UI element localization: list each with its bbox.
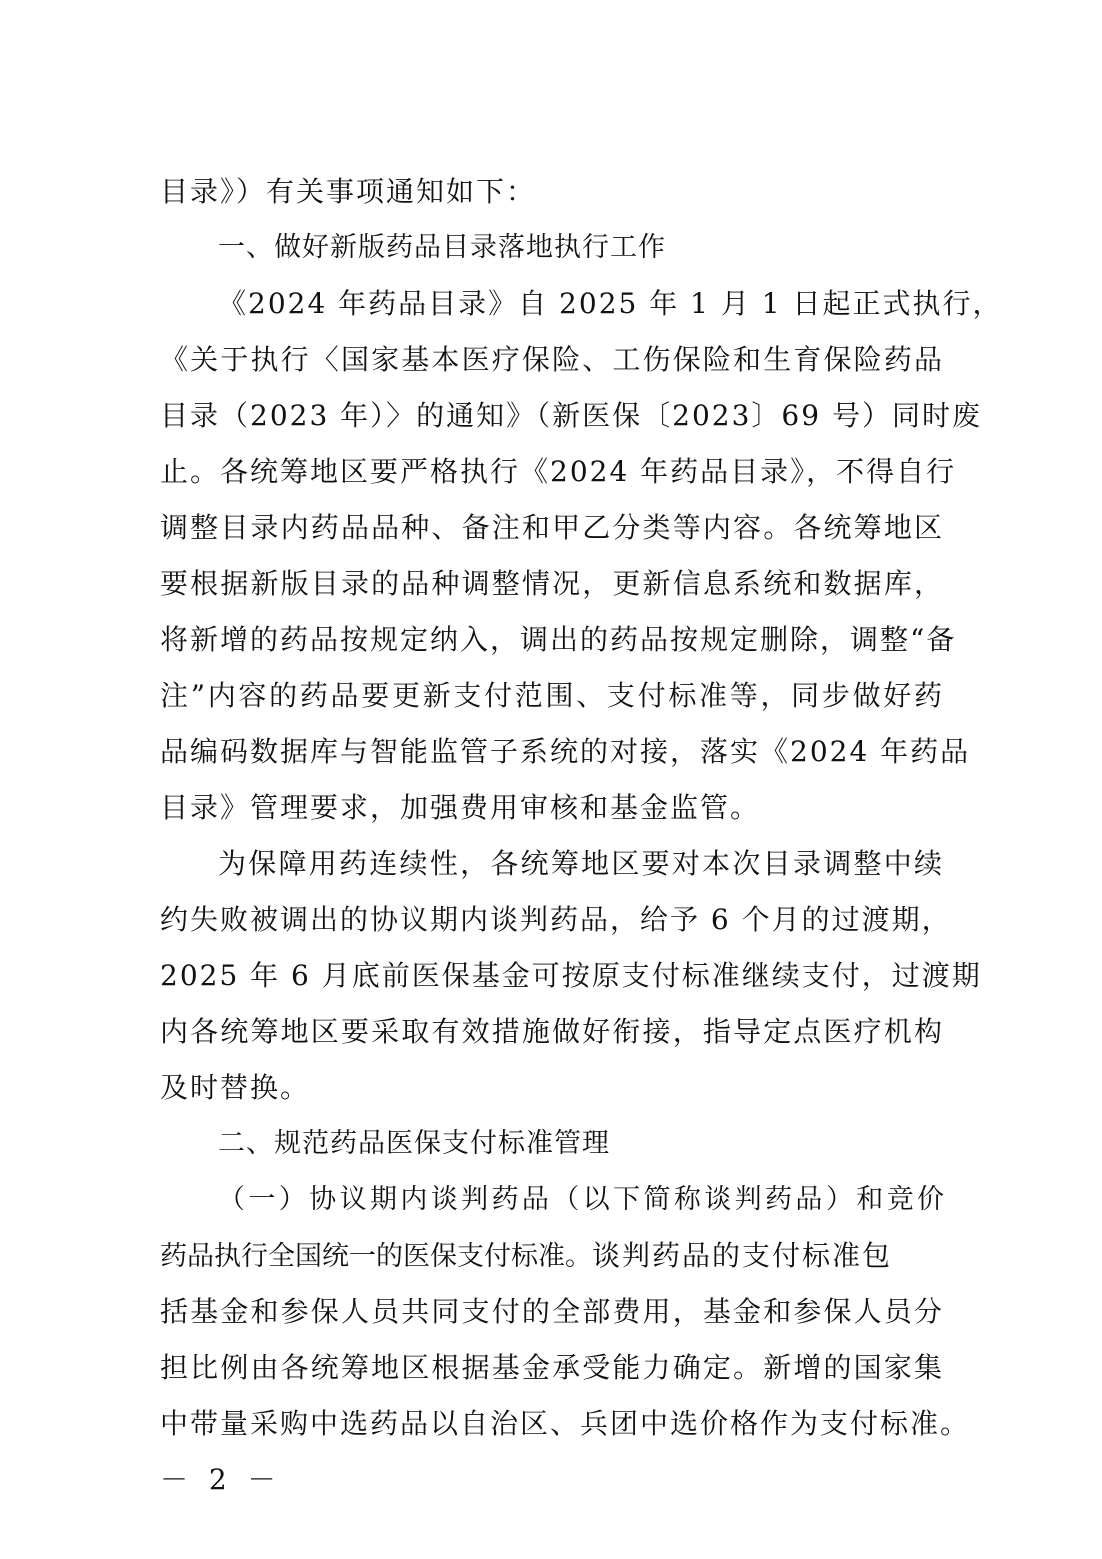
text-line-14: 约失败被调出的协议期内谈判药品，给予 6 个月的过渡期， — [160, 903, 952, 936]
text-line-15: 2025 年 6 月底前医保基金可按原支付标准继续支付，过渡期 — [160, 959, 982, 992]
text-line-5: 目录（2023 年）〉的通知》（新医保〔2023〕69 号）同时废 — [160, 399, 982, 432]
page-number: － 2 － — [160, 1463, 282, 1496]
text-line-1: 目录》）有关事项通知如下： — [160, 175, 537, 208]
section-heading-1: 一、做好新版药品目录落地执行工作 — [218, 232, 666, 263]
text-line-6: 止。各统筹地区要严格执行《2024 年药品目录》，不得自行 — [160, 455, 957, 488]
subsection-heading-1: （一）协议期内谈判药品（以下简称谈判药品）和竞价 — [218, 1184, 944, 1215]
subsection-heading-continued: 药品执行全国统一的医保支付标准。 — [160, 1241, 592, 1272]
text-line-20 — [160, 1236, 944, 1276]
text-line-9: 将新增的药品按规定纳入，调出的药品按规定删除，调整“备 — [160, 623, 957, 656]
text-line-23: 中带量采购中选药品以自治区、兵团中选价格作为支付标准。 — [160, 1407, 971, 1440]
text-line-17: 及时替换。 — [160, 1071, 311, 1104]
text-line-22: 担比例由各统筹地区根据基金承受能力确定。新增的国家集 — [160, 1351, 944, 1384]
text-line-10: 注”内容的药品要更新支付范围、支付标准等，同步做好药 — [160, 679, 944, 712]
text-line-16: 内各统筹地区要采取有效措施做好衔接，指导定点医疗机构 — [160, 1015, 944, 1048]
text-line-3: 《2024 年药品目录》自 2025 年 1 月 1 日起正式执行， — [218, 287, 1003, 320]
text-line-20-body: 谈判药品的支付标准包 — [592, 1239, 893, 1272]
text-line-7: 调整目录内药品品种、备注和甲乙分类等内容。各统筹地区 — [160, 511, 944, 544]
text-line-21: 括基金和参保人员共同支付的全部费用，基金和参保人员分 — [160, 1295, 944, 1328]
text-line-8: 要根据新版目录的品种调整情况，更新信息系统和数据库， — [160, 567, 944, 600]
text-line-11: 品编码数据库与智能监管子系统的对接，落实《2024 年药品 — [160, 735, 971, 768]
text-line-13: 为保障用药连续性，各统筹地区要对本次目录调整中续 — [218, 847, 944, 880]
text-line-12: 目录》管理要求，加强费用审核和基金监管。 — [160, 791, 761, 824]
text-line-4: 《关于执行〈国家基本医疗保险、工伤保险和生育保险药品 — [160, 343, 944, 376]
section-heading-2: 二、规范药品医保支付标准管理 — [218, 1128, 610, 1159]
